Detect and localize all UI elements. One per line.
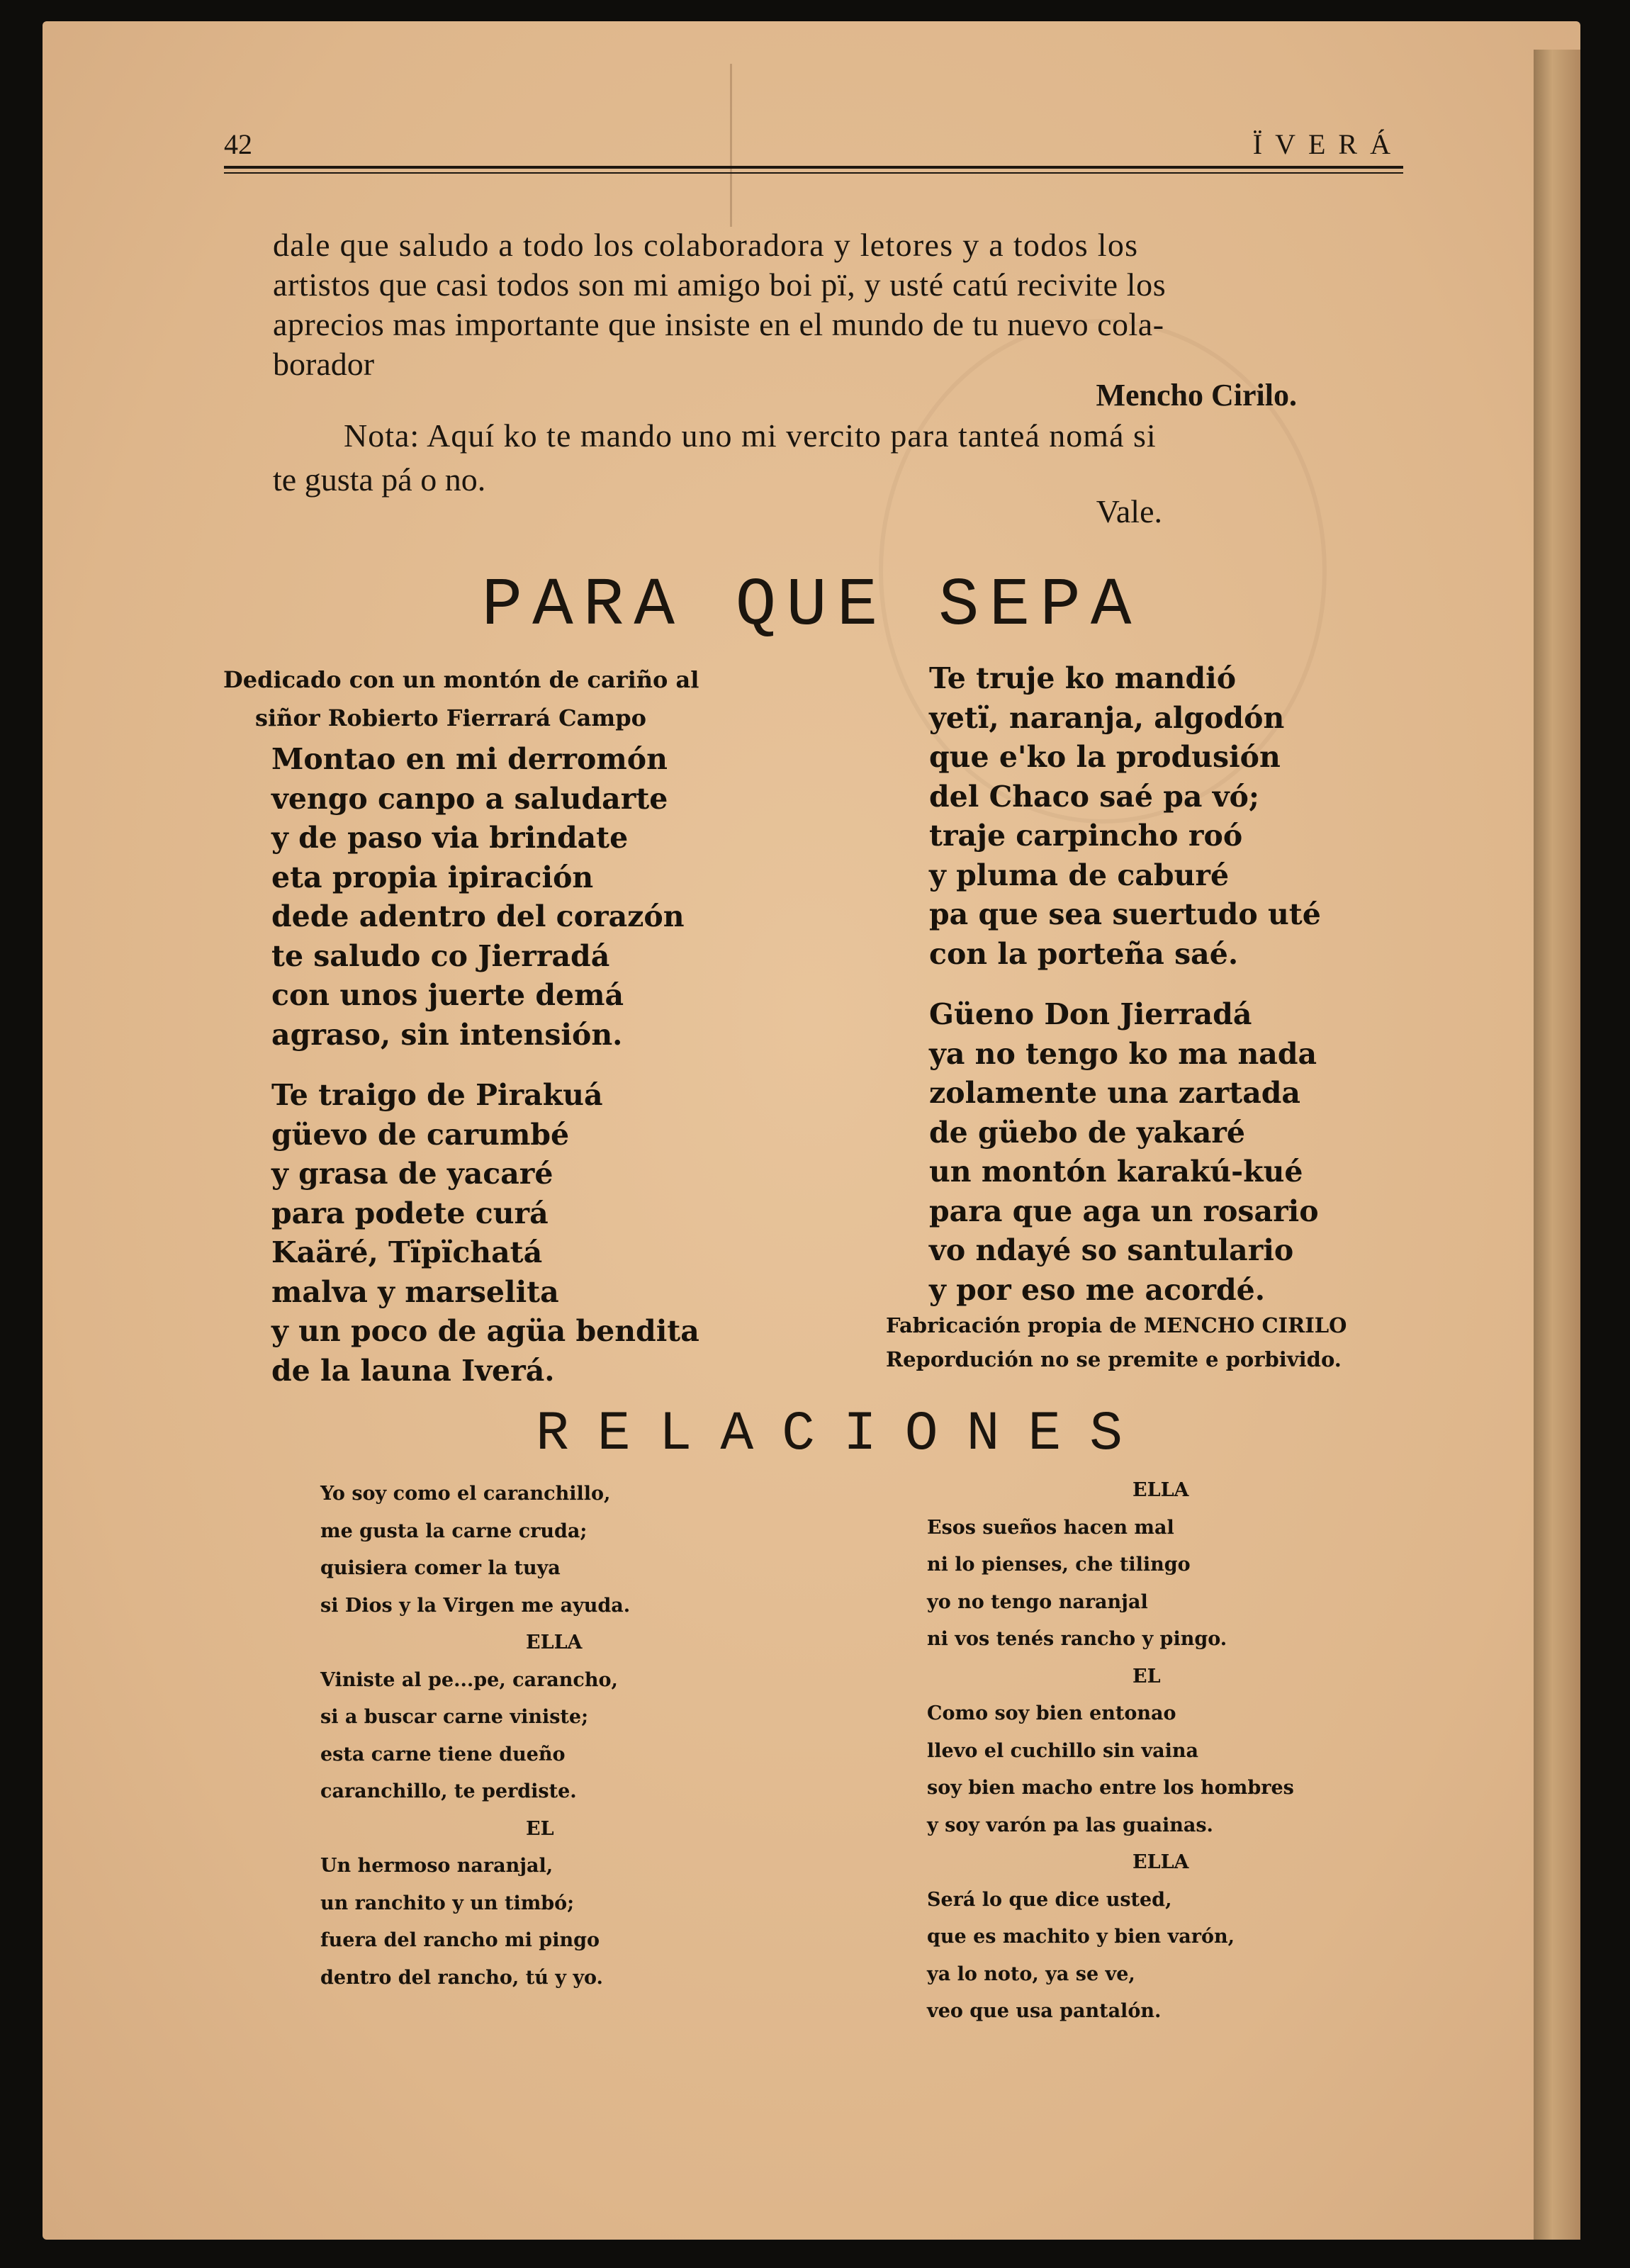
verse-line: y soy varón pa las guainas. [927, 1814, 1213, 1836]
verse-line: dede adentro del corazón [271, 899, 685, 933]
verse-line: Yo soy como el caranchillo, [320, 1483, 611, 1505]
verse-line: güevo de carumbé [271, 1117, 570, 1152]
verse-line: ni lo pienses, che tilingo [927, 1554, 1191, 1576]
verse-line: dentro del rancho, tú y yo. [320, 1966, 603, 1989]
verse-line: soy bien macho entre los hombres [927, 1777, 1294, 1799]
verse-line: esta carne tiene dueño [320, 1743, 566, 1765]
poem-left-column [271, 740, 810, 1391]
verse-line: Güeno Don Jierradá [929, 997, 1252, 1031]
relaciones-title: RELACIONES [535, 1403, 1152, 1466]
poem-right-column [929, 659, 1411, 1310]
verse-line: para que aga un rosario [929, 1194, 1319, 1228]
verse-line: un ranchito y un timbó; [320, 1892, 575, 1914]
letter-signature: Mencho Cirilo. [1096, 378, 1297, 412]
page-number: 42 [224, 128, 252, 160]
letter-line: borador [273, 346, 375, 382]
verse-line: traje carpincho roó [929, 819, 1243, 853]
verse-line: caranchillo, te perdiste. [320, 1780, 577, 1802]
magazine-title: ÏVERÁ [1252, 128, 1403, 160]
verse-line: Será lo que dice usted, [927, 1888, 1172, 1911]
verse-line: y de paso via brindate [271, 821, 629, 855]
speaker-label: ELLA [1132, 1851, 1189, 1873]
verse-line: y pluma de caburé [929, 858, 1230, 892]
header-rule-thin [224, 172, 1403, 174]
relaciones-left-column [320, 1476, 816, 1997]
dedication-line: siñor Robierto Fierrará Campo [255, 704, 646, 731]
verse-line: Como soy bien entonao [927, 1702, 1176, 1724]
letter-line: dale que saludo a todo los colaboradora y letores y a todos los [273, 227, 1139, 263]
verse-line: agraso, sin intensión. [271, 1017, 623, 1052]
verse-line: yetï, naranja, algodón [929, 700, 1285, 735]
speaker-label: EL [1132, 1665, 1161, 1688]
verse-line: vengo canpo a saludarte [271, 781, 668, 816]
verse-line: que es machito y bien varón, [927, 1926, 1235, 1948]
verse-line: Montao en mi derromón [271, 742, 668, 776]
verse-line: y por eso me acordé. [929, 1272, 1266, 1307]
note-line: te gusta pá o no. [273, 461, 486, 498]
verse-line: ni vos tenés rancho y pingo. [927, 1628, 1227, 1650]
verse-line: de la launa Iverá. [271, 1353, 555, 1388]
note-line: Nota: Aquí ko te mando uno mi vercito para tanteá nomá si [344, 417, 1157, 454]
verse-line: vo ndayé so santulario [929, 1233, 1294, 1267]
page-edge [1534, 50, 1580, 2240]
letter-line: artistos que casi todos son mi amigo boi pï, y usté catú recivite los [273, 266, 1167, 303]
verse-line: eta propia ipiración [271, 860, 594, 894]
verse-line: fuera del rancho mi pingo [320, 1929, 600, 1951]
verse-line: me gusta la carne cruda; [320, 1520, 588, 1542]
letter-closing: Vale. [1096, 493, 1162, 529]
verse-line: ya no tengo ko ma nada [929, 1036, 1317, 1071]
credit-line: Fabricación propia de MENCHO CIRILO [886, 1313, 1347, 1337]
speaker-label: ELLA [1132, 1479, 1189, 1501]
verse-line: pa que sea suertudo uté [929, 897, 1321, 931]
speaker-label: EL [526, 1817, 554, 1840]
verse-line: Kaäré, Tïpïchatá [271, 1235, 543, 1269]
verse-line: zolamente una zartada [929, 1076, 1300, 1110]
verse-line: con unos juerte demá [271, 978, 624, 1012]
verse-line: Viniste al pe...pe, carancho, [320, 1668, 618, 1691]
header-rule [224, 166, 1403, 169]
verse-line: que e'ko la produsión [929, 740, 1281, 774]
verse-line: Te traigo de Pirakuá [271, 1078, 603, 1112]
credit-line: Repordución no se premite e porbivido. [886, 1347, 1342, 1371]
letter-note [273, 414, 1364, 502]
poem-dedication [223, 661, 776, 737]
verse-line: quisiera comer la tuya [320, 1557, 561, 1579]
poem-title: PARA QUE SEPA [481, 567, 1142, 644]
verse-line: yo no tengo naranjal [927, 1590, 1148, 1613]
verse-line: ya lo noto, ya se ve, [927, 1963, 1135, 1985]
verse-line: del Chaco saé pa vó; [929, 779, 1260, 814]
verse-line: y un poco de agüa bendita [271, 1314, 699, 1348]
page-header [224, 128, 1403, 162]
verse-line: para podete curá [271, 1196, 549, 1230]
dedication-line: Dedicado con un montón de cariño al [223, 666, 699, 693]
verse-line: veo que usa pantalón. [927, 2000, 1162, 2022]
verse-line: con la porteña saé. [929, 936, 1239, 971]
verse-line: Esos sueños hacen mal [927, 1516, 1174, 1539]
verse-line: llevo el cuchillo sin vaina [927, 1739, 1198, 1762]
verse-line: si a buscar carne viniste; [320, 1706, 589, 1728]
poem-credits [886, 1308, 1424, 1376]
verse-line: y grasa de yacaré [271, 1157, 553, 1191]
verse-line: un montón karakú-kué [929, 1155, 1303, 1189]
verse-line: Un hermoso naranjal, [320, 1855, 553, 1877]
verse-line: de güebo de yakaré [929, 1115, 1245, 1150]
verse-line: malva y marselita [271, 1274, 559, 1309]
verse-line: Te truje ko mandió [929, 661, 1237, 695]
letter-line: aprecios mas importante que insiste en el mundo de tu nuevo cola- [273, 306, 1164, 342]
relaciones-right-column [927, 1472, 1437, 2031]
verse-line: te saludo co Jierradá [271, 938, 610, 973]
letter-body [273, 225, 1364, 384]
speaker-label: ELLA [526, 1632, 583, 1654]
verse-line: si Dios y la Virgen me ayuda. [320, 1594, 631, 1617]
